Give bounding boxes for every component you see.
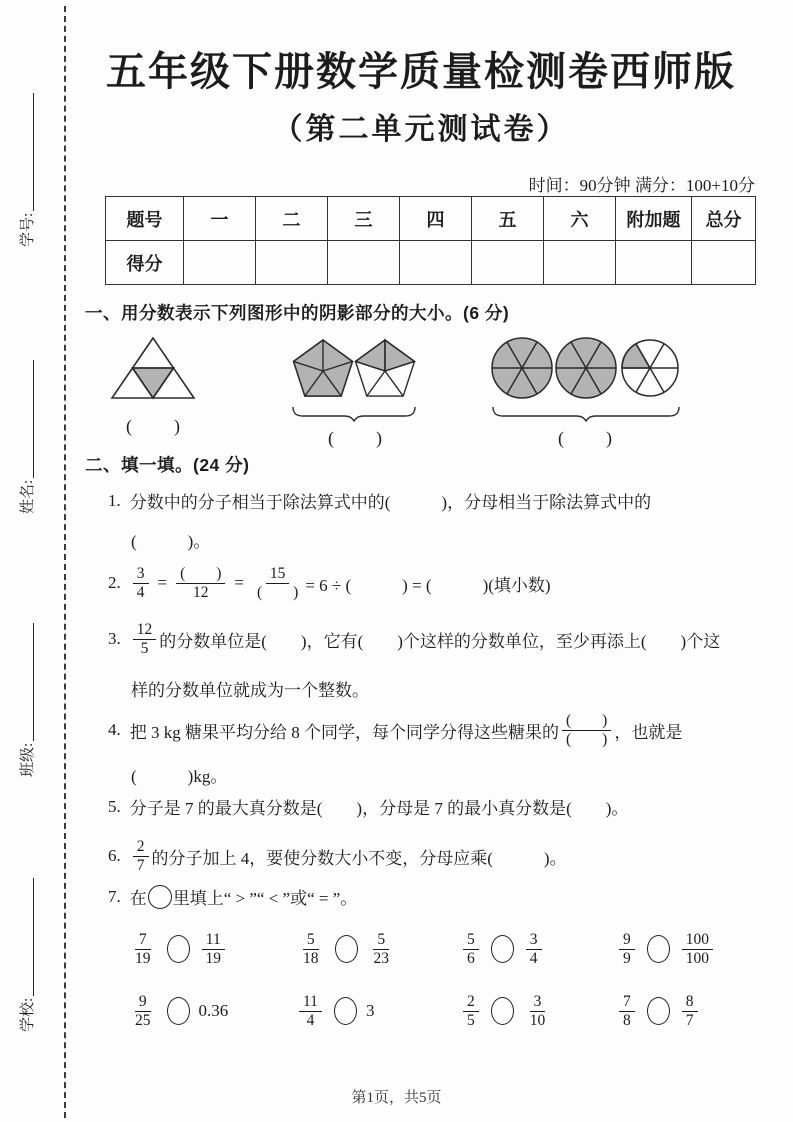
item-text: 里填上“ > ”“ < ”或“ = ”。	[172, 889, 358, 908]
comparison-1	[296, 926, 396, 972]
fill-item-3-line-1	[108, 616, 720, 662]
fraction-blank-numerator: $\frac{( )}{12}$	[176, 565, 225, 602]
fraction-left: $\frac{9}{25}$	[135, 992, 151, 1029]
fraction-blank: $\frac{( )}{( )}$	[562, 712, 611, 749]
item-text: 的分数单位是( )，它有( )个这样的分数单位，至少再添上( )个这	[159, 631, 721, 651]
time-score-info: 时间：90分钟 满分：100+10分	[528, 176, 755, 195]
compare-circle-icon	[491, 935, 514, 963]
pentagons-figure	[292, 334, 418, 404]
item-number: 1.	[108, 490, 121, 510]
fraction-blank-denominator: $\frac{15}{( )}$	[257, 564, 299, 601]
compare-circle-icon	[148, 885, 172, 909]
fill-item-4-line-1	[108, 705, 682, 755]
equals-sign: =	[234, 573, 245, 592]
compare-circle-icon	[334, 997, 357, 1025]
score-cell	[184, 241, 256, 285]
fraction-right: $\frac{3}{4}$	[526, 931, 542, 968]
score-row-label: 得分	[106, 241, 184, 285]
cut-dashed-line	[64, 6, 66, 1118]
fraction-left: $\frac{7}{19}$	[135, 930, 151, 967]
write-line	[19, 623, 34, 741]
fraction-left: $\frac{11}{4}$	[299, 993, 322, 1030]
item-number: 7.	[108, 886, 121, 906]
item-text: = 6 ÷ ( ) = ( )(填小数)	[305, 575, 551, 595]
circles-underbrace	[492, 406, 680, 423]
page-title: 五年级下册数学质量检测卷西师版	[106, 49, 736, 94]
comparison-3	[616, 926, 716, 972]
margin-label-class	[16, 623, 37, 777]
plain-value-right: 0.36	[198, 1001, 229, 1020]
fraction: $\frac{2}{7}$	[133, 838, 149, 875]
write-line	[19, 878, 34, 996]
header-cell: 附加题	[616, 197, 692, 241]
score-cell	[256, 241, 328, 285]
score-cell	[544, 241, 616, 285]
comparison-7	[616, 988, 701, 1034]
fraction-right: $\frac{11}{19}$	[202, 931, 226, 968]
score-cell	[616, 241, 692, 285]
fraction-left: $\frac{7}{8}$	[619, 993, 635, 1030]
margin-label-text: 学校:	[20, 997, 36, 1032]
score-cell	[472, 241, 544, 285]
item-text: ，也就是	[614, 722, 683, 742]
margin-label-name	[16, 360, 37, 514]
margin-label-school	[16, 878, 37, 1032]
fraction: $\frac{12}{5}$	[133, 621, 157, 658]
comparison-5	[296, 988, 374, 1034]
fraction-left: $\frac{5}{18}$	[303, 930, 319, 967]
item-text: 样的分数单位就成为一个整数。	[131, 681, 369, 700]
fill-item-6	[108, 833, 567, 879]
triangle-figure	[110, 336, 198, 402]
margin-label-text: 班级:	[20, 742, 36, 777]
item-number: 3.	[108, 629, 121, 648]
fill-item-1-line-2	[131, 527, 210, 552]
item-text: 在	[129, 889, 147, 908]
item-number: 6.	[108, 846, 121, 865]
item-text: 分子是 7 的最大真分数是( )，分母是 7 的最小真分数是( )。	[129, 799, 629, 818]
plain-value-right: 3	[365, 1001, 375, 1020]
write-line	[19, 360, 34, 478]
section1-heading: 一、用分数表示下列图形中的阴影部分的大小。(6 分)	[85, 303, 510, 323]
fill-item-1-line-1	[108, 488, 651, 513]
comparison-2	[460, 926, 545, 972]
fill-item-7	[108, 884, 357, 909]
fill-item-2	[108, 558, 551, 608]
header-cell: 四	[400, 197, 472, 241]
item-number: 4.	[108, 720, 121, 739]
header-cell: 二	[256, 197, 328, 241]
circles-answer-blank: ( )	[558, 428, 614, 448]
pentagons-answer-blank: ( )	[328, 428, 384, 448]
item-text: ( )。	[131, 532, 211, 551]
item-number: 2.	[108, 573, 121, 592]
header-cell: 总分	[692, 197, 756, 241]
header-cell: 题号	[106, 197, 184, 241]
write-line	[19, 93, 34, 211]
fraction-right: $\frac{100}{100}$	[682, 931, 713, 968]
margin-label-text: 学号:	[20, 212, 36, 247]
equals-sign: =	[157, 573, 168, 592]
comparison-6	[460, 988, 552, 1034]
item-text: ( )kg。	[131, 767, 228, 786]
header-cell: 三	[328, 197, 400, 241]
circles-figure	[490, 336, 680, 402]
fraction-right: $\frac{5}{23}$	[373, 930, 389, 967]
comparison-0	[128, 926, 228, 972]
fill-item-4-line-2	[131, 762, 227, 787]
compare-circle-icon	[167, 935, 190, 963]
item-text: 分数中的分子相当于除法算式中的( )，分母相当于除法算式中的	[129, 493, 652, 512]
page-footer: 第1页，共5页	[351, 1090, 442, 1106]
score-table-score-row	[106, 241, 756, 285]
score-table	[105, 196, 756, 285]
header-cell: 五	[472, 197, 544, 241]
score-table-header-row	[106, 197, 756, 241]
compare-circle-icon	[491, 997, 514, 1025]
header-cell: 一	[184, 197, 256, 241]
item-number: 5.	[108, 796, 121, 816]
compare-circle-icon	[647, 935, 670, 963]
fill-item-5	[108, 794, 628, 819]
score-cell	[692, 241, 756, 285]
fraction-left: $\frac{2}{5}$	[463, 993, 479, 1030]
comparison-4	[128, 988, 228, 1034]
margin-label-student-id	[16, 93, 37, 247]
fraction-left: $\frac{5}{6}$	[463, 931, 479, 968]
compare-circle-icon	[647, 997, 670, 1025]
item-text: 把 3 kg 糖果平均分给 8 个同学，每个同学分得这些糖果的	[129, 722, 559, 742]
item-text: 的分子加上 4，要使分数大小不变，分母应乘( )。	[151, 848, 567, 868]
triangle-answer-blank: ( )	[126, 416, 182, 436]
page-subtitle: （第二单元测试卷）	[272, 113, 570, 146]
header-cell: 六	[544, 197, 616, 241]
score-cell	[328, 241, 400, 285]
score-cell	[400, 241, 472, 285]
section2-heading: 二、填一填。(24 分)	[85, 455, 250, 475]
fraction-right: $\frac{8}{7}$	[682, 993, 698, 1030]
fraction-right: $\frac{3}{10}$	[529, 992, 546, 1029]
compare-circle-icon	[335, 935, 358, 963]
compare-circle-icon	[167, 997, 190, 1025]
fraction-left: $\frac{9}{9}$	[619, 931, 635, 968]
fraction: $\frac{3}{4}$	[133, 565, 149, 602]
margin-label-text: 姓名:	[20, 479, 36, 514]
pentagons-underbrace	[292, 406, 416, 423]
fill-item-3-line-2	[131, 676, 369, 701]
